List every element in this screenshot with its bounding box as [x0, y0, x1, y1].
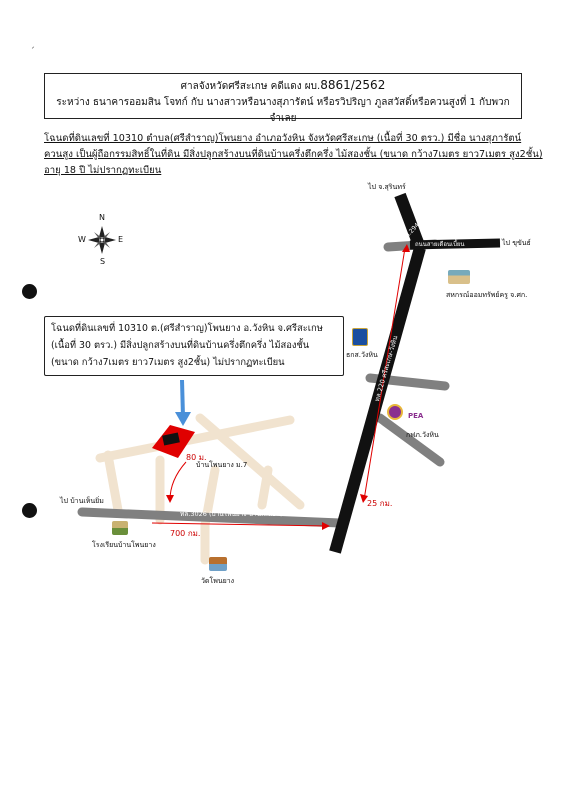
arrow-head: [175, 412, 191, 426]
compass-north-label: N: [99, 213, 105, 222]
arrow-shaft: [182, 380, 183, 417]
deed-line-1: โฉนดที่ดินเลขที่ 10310 ตำบล(ศรีสำราญ)โพนยาง อำเภอวังหิน จังหวัดศรีสะเกษ (เนื้อที่ 30 ตรว.) มีชื่อ นางสุภารัตน์: [44, 133, 522, 144]
case-parties: ระหว่าง ธนาคารออมสิน โจทก์ กับ นางสาวหรือนางสุภารัตน์ หรือรวิปริญา ภูลสวัสดิ์หรือควนสูงที่ 1 กับพวก จำเลย: [56, 97, 510, 124]
compass-south-label: S: [100, 257, 106, 266]
temple-icon: [209, 557, 227, 571]
to-khukhan-label: ไป ขุขันธ์: [502, 239, 531, 247]
school-label: โรงเรียนบ้านโพนยาง: [92, 541, 156, 549]
distance-80m-label: 80 ม.: [186, 453, 207, 462]
minor-road-g: [262, 470, 268, 505]
road-220-label: ทล.220 ศรีสะเกษ-วังหิน: [372, 334, 400, 403]
compass-e-point: [105, 237, 116, 243]
deed-line-3: อายุ 18 ปี ไม่ปรากฏทะเบียน: [44, 165, 162, 176]
village-label: บ้านโพนยาง ม.7: [196, 461, 248, 469]
baac-label: ธกส.วังหิน: [346, 351, 378, 359]
coop-building-icon: [448, 270, 470, 284]
map-box-line-1: โฉนดที่ดินเลขที่ 10310 ต.(ศรีสำราญ)โพนยาง อ.วังหิน จ.ศรีสะเกษ: [51, 323, 323, 334]
road-294-label: ทล.294: [401, 221, 421, 243]
coop-label: สหกรณ์ออมทรัพย์ครู จ.ศก.: [446, 291, 528, 299]
temple-label: วัดโพนยาง: [201, 577, 235, 585]
compass-rose: [88, 226, 116, 254]
map-box-line-2: (เนื้อที่ 30 ตรว.) มีสิ่งปลูกสร้างบนที่ดินบ้านครึ่งตึกครึ่ง ไม้สองชั้น: [51, 340, 310, 351]
deed-line-2: ควนสูง เป็นผู้ถือกรรมสิทธิ์ในที่ดิน มีสิ่งปลูกสร้างบนที่ดินบ้านครึ่งตึกครึ่ง ไม้สองชั้น (ขนาด กว้าง7เมตร ยาว7เมตร สูง2ชั้น): [44, 149, 543, 160]
distance-80m: [170, 462, 186, 500]
compass-center: [100, 238, 104, 242]
case-number: 8861/2562: [320, 78, 386, 92]
road-294-name-label: ถนนสายเดือนเบี้ยน: [415, 241, 465, 248]
to-ban-henyim-label: ไป บ้านเห็นยิ่ม: [60, 497, 104, 505]
school-icon: [112, 521, 128, 535]
pea-label: กฟภ.วังหิน: [406, 431, 439, 439]
pea-logo-text: PEA: [408, 412, 424, 420]
distance-80m-arrowhead: [166, 495, 174, 503]
compass-east-label: E: [118, 235, 124, 244]
baac-logo-icon: [352, 328, 368, 346]
to-surin-label: ไป จ.สุรินทร์: [368, 183, 406, 191]
location-arrow: [175, 380, 191, 426]
minor-road-a: [108, 455, 118, 510]
compass-n-point: [99, 226, 105, 237]
scan-mark: ˏ: [30, 38, 35, 49]
court-case-prefix: ศาลจังหวัดศรีสะเกษ คดีแดง ผบ.: [180, 81, 321, 92]
distance-25km-label: 25 กม.: [367, 499, 393, 508]
compass-w-point: [88, 237, 99, 243]
road-3026-label: ทล.3026 (บ้านโพนยาง-บ้านเห็นยิ่ม): [180, 510, 283, 518]
compass-s-point: [99, 243, 105, 254]
compass-west-label: W: [78, 235, 86, 244]
map-parcel-box: [44, 316, 344, 376]
map-box-line-3: (ขนาด กว้าง7เมตร ยาว7เมตร สูง2ชั้น) ไม่ปรากฏทะเบียน: [51, 357, 285, 368]
pea-logo-icon: [387, 404, 403, 420]
distance-700-label: 700 กม.: [170, 529, 201, 538]
